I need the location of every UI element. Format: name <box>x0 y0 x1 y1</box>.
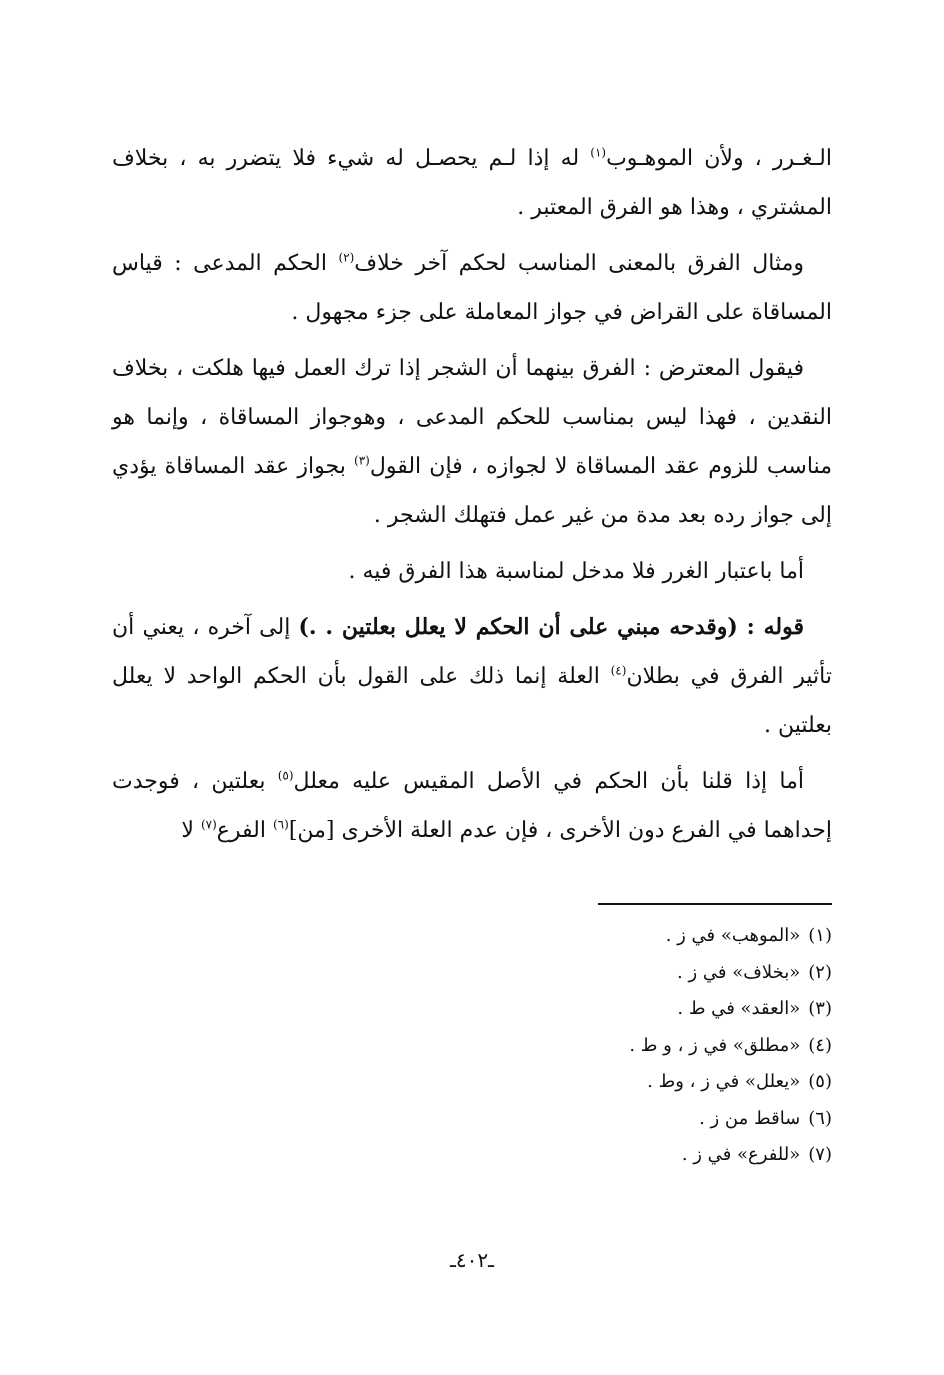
footnote-6: (٦)ساقط من ز . <box>699 1107 832 1129</box>
footnote-divider <box>598 903 832 905</box>
footnote-7: (٧)«للفرع» في ز . <box>681 1144 832 1165</box>
footnote-3: (٣)«العقد» في ط . <box>677 998 832 1019</box>
paragraph-1: الـغـرر ، ولأن الموهـوب$^{(١)}$ له إذا لـم يحصـل له شيء فلا يتضرر به ، بخلاف المشتري ، وهذا هو الفرق المعتبر . <box>112 145 832 220</box>
footnote-ref-1: (١) <box>590 145 607 160</box>
footnote-ref-3: (٣) <box>354 453 370 468</box>
footnote-4: (٤)«مطلق» في ز ، و ط . <box>629 1034 832 1056</box>
paragraph-2: ومثال الفرق بالمعنى المناسب لحكم آخر خلاف$^{(٢)}$ الحكم المدعى : قياس المساقاة على القراض في جواز المعاملة على جزء مجهول . <box>112 250 832 325</box>
paragraph-6: أما إذا قلنا بأن الحكم في الأصل المقيس عليه معلل$^{(٥)}$ بعلتين ، فوجدت إحداهما في الفرع دون الأخرى ، فإن عدم العلة الأخرى [من]$^{(٦)}$ الفرع$^{(٧)}$ لا <box>112 768 832 843</box>
footnote-5: (٥)«يعلل» في ز ، وط . <box>647 1071 832 1092</box>
footnotes <box>432 918 832 1174</box>
footnote-ref-2: (٢) <box>338 250 355 265</box>
paragraph-3: فيقول المعترض : الفرق بينهما أن الشجر إذا ترك العمل فيها هلكت ، بخلاف النقدين ، فهذا ليس بمناسب للحكم المدعى ، وهوجواز المساقاة ، وإنما هو مناسب للزوم عقد المساقاة لا لجوازه ، فإن القول$^{(٣)}$ بجواز عقد المساقاة يؤدي إلى جواز رده بعد مدة من غير عمل فتهلك الشجر . <box>112 356 832 528</box>
footnote-ref-4: (٤) <box>610 663 627 678</box>
footnote-1: (١)«الموهب» في ز . <box>665 925 832 946</box>
footnote-ref-7: (٧) <box>200 817 217 832</box>
footnote-2: (٢)«بخلاف» في ز . <box>677 961 832 983</box>
paragraph-5: قوله : (وقدحه مبني على أن الحكم لا يعلل بعلتين . .) إلى آخره ، يعني أن تأثير الفرق في بطلان$^{(٤)}$ العلة إنما ذلك على القول بأن الحكم الواحد لا يعلل بعلتين . <box>112 614 832 738</box>
quoted-text: قوله : (وقدحه مبني على أن الحكم لا يعلل بعلتين . .) <box>298 614 804 640</box>
page-number: ـ٤٠٢ـ <box>450 1248 494 1272</box>
paragraph-4: أما باعتبار الغرر فلا مدخل لمناسبة هذا الفرق فيه . <box>348 559 804 584</box>
main-text <box>112 134 832 862</box>
footnote-ref-6: (٦) <box>272 817 289 832</box>
footnote-ref-5: (٥) <box>277 768 294 783</box>
